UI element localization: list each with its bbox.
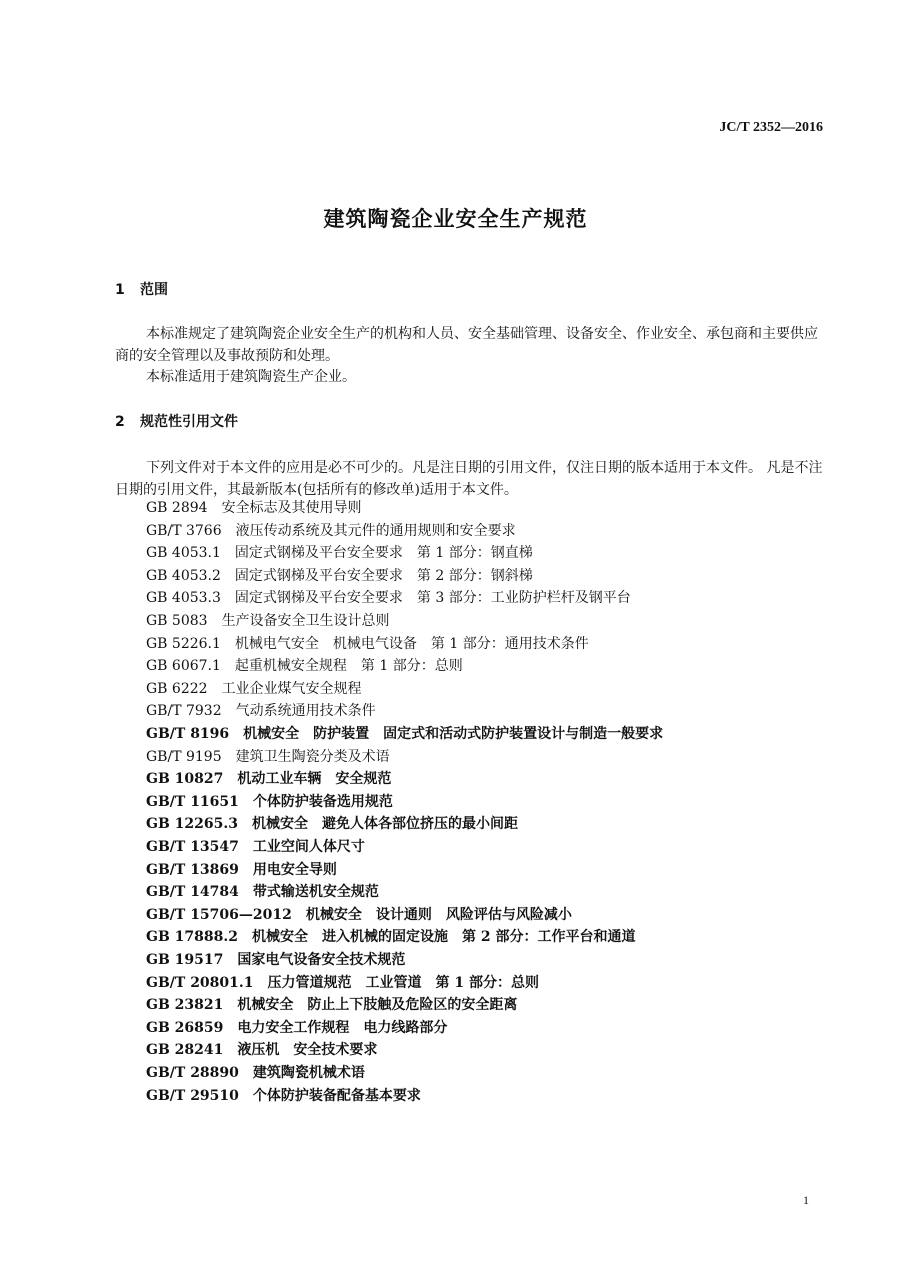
reference-title: 液压传动系统及其元件的通用规则和安全要求	[235, 522, 516, 539]
reference-item	[146, 497, 362, 519]
reference-title: 电力安全工作规程 电力线路部分	[237, 1019, 448, 1036]
reference-title: 机械安全 进入机械的固定设施 第 2 部分：工作平台和通道	[251, 929, 636, 946]
reference-title: 建筑陶瓷机械术语	[252, 1065, 365, 1081]
reference-code: GB/T 15706—2012	[146, 906, 292, 923]
reference-title: 用电安全导则	[252, 861, 337, 878]
reference-title: 工业企业煤气安全规程	[221, 680, 362, 697]
reference-title: 机械安全 设计通则 风险评估与风险减小	[305, 906, 572, 923]
reference-code: GB/T 9195	[146, 748, 222, 765]
reference-item	[146, 520, 516, 542]
reference-code: GB 26859	[146, 1019, 224, 1036]
reference-item	[146, 700, 376, 722]
reference-title: 机械安全 防止上下肢触及危险区的安全距离	[237, 997, 518, 1014]
reference-item	[146, 746, 390, 768]
reference-title: 液压机 安全技术要求	[237, 1042, 378, 1059]
reference-title: 工业空间人体尺寸	[252, 839, 365, 855]
section-1-heading	[115, 279, 168, 299]
reference-item	[146, 542, 533, 564]
reference-code: GB 5226.1	[146, 635, 221, 652]
reference-title: 国家电气设备安全技术规范	[237, 952, 406, 968]
section-number: 1	[115, 282, 125, 298]
reference-title: 带式输送机安全规范	[252, 884, 379, 901]
reference-title: 固定式钢梯及平台安全要求 第 1 部分：钢直梯	[234, 545, 533, 562]
reference-item	[146, 994, 517, 1016]
reference-item	[146, 881, 379, 903]
reference-code: GB/T 8196	[146, 726, 230, 742]
reference-title: 个体防护装备配备基本要求	[252, 1087, 421, 1104]
reference-code: GB 5083	[146, 613, 208, 629]
reference-item	[146, 678, 362, 700]
reference-code: GB/T 29510	[146, 1087, 239, 1104]
reference-code: GB 17888.2	[146, 929, 238, 946]
reference-code: GB 6067.1	[146, 658, 221, 675]
reference-code: GB 2894	[146, 500, 208, 516]
section-1-paragraph-2: 本标准适用于建筑陶瓷生产企业。	[146, 369, 356, 385]
reference-item	[146, 633, 589, 655]
reference-item	[146, 972, 539, 994]
reference-item	[146, 565, 533, 587]
reference-title: 气动系统通用技术条件	[235, 703, 376, 720]
reference-title: 个体防护装备选用规范	[252, 793, 393, 810]
reference-code: GB/T 14784	[146, 884, 239, 901]
standard-code: JC/T 2352—2016	[719, 120, 823, 135]
reference-item	[146, 768, 391, 790]
reference-code: GB 10827	[146, 771, 224, 788]
page-number: 1	[803, 1193, 809, 1207]
reference-item	[146, 791, 393, 813]
reference-item	[146, 836, 365, 858]
reference-code: GB/T 7932	[146, 703, 222, 720]
section-title: 规范性引用文件	[140, 414, 238, 430]
reference-title: 固定式钢梯及平台安全要求 第 3 部分：工业防护栏杆及钢平台	[234, 590, 631, 607]
section-2-paragraph-1: 下列文件对于本文件的应用是必不可少的。凡是注日期的引用文件，仅注日期的版本适用于本文件。 凡是不注日期的引用文件，其最新版本(包括所有的修改单)适用于本文件。	[115, 460, 823, 498]
reference-title: 机械安全 防护装置 固定式和活动式防护装置设计与制造一般要求	[243, 726, 664, 742]
reference-code: GB/T 20801.1	[146, 974, 254, 991]
reference-code: GB/T 28890	[146, 1065, 239, 1081]
reference-item	[146, 949, 405, 971]
reference-item	[146, 655, 463, 677]
reference-code: GB 19517	[146, 952, 224, 968]
reference-title: 生产设备安全卫生设计总则	[221, 613, 390, 629]
reference-title: 固定式钢梯及平台安全要求 第 2 部分：钢斜梯	[234, 567, 533, 584]
reference-code: GB/T 13547	[146, 839, 239, 855]
reference-code: GB 4053.3	[146, 590, 221, 607]
reference-title: 起重机械安全规程 第 1 部分：总则	[234, 658, 463, 675]
reference-title: 压力管道规范 工业管道 第 1 部分：总则	[267, 974, 540, 991]
section-2-heading	[115, 411, 238, 431]
reference-code: GB 4053.1	[146, 545, 221, 562]
reference-code: GB 12265.3	[146, 816, 238, 833]
reference-title: 机械电气安全 机械电气设备 第 1 部分：通用技术条件	[234, 635, 589, 652]
reference-code: GB/T 11651	[146, 793, 239, 810]
reference-title: 机动工业车辆 安全规范	[237, 771, 392, 788]
reference-title: 机械安全 避免人体各部位挤压的最小间距	[251, 816, 518, 833]
reference-item	[146, 926, 635, 948]
reference-code: GB 28241	[146, 1042, 224, 1059]
section-number: 2	[115, 414, 125, 430]
reference-title: 安全标志及其使用导则	[221, 500, 362, 516]
document-title: 建筑陶瓷企业安全生产规范	[323, 207, 588, 231]
reference-item	[146, 1085, 421, 1107]
reference-code: GB 23821	[146, 997, 224, 1014]
reference-code: GB 6222	[146, 680, 208, 697]
reference-item	[146, 1039, 377, 1061]
reference-item	[146, 587, 631, 609]
reference-item	[146, 610, 390, 632]
reference-item	[146, 813, 518, 835]
reference-item	[146, 1062, 365, 1084]
reference-item	[146, 859, 337, 881]
reference-code: GB/T 3766	[146, 522, 222, 539]
reference-item	[146, 904, 572, 926]
reference-code: GB/T 13869	[146, 861, 239, 878]
reference-item	[146, 1017, 447, 1039]
reference-code: GB 4053.2	[146, 567, 221, 584]
reference-title: 建筑卫生陶瓷分类及术语	[235, 748, 390, 765]
reference-item	[146, 723, 663, 745]
section-title: 范围	[140, 282, 168, 298]
section-1-paragraph-1: 本标准规定了建筑陶瓷企业安全生产的机构和人员、安全基础管理、设备安全、作业安全、承包商和主要供应商的安全管理以及事故预防和处理。	[115, 326, 818, 364]
